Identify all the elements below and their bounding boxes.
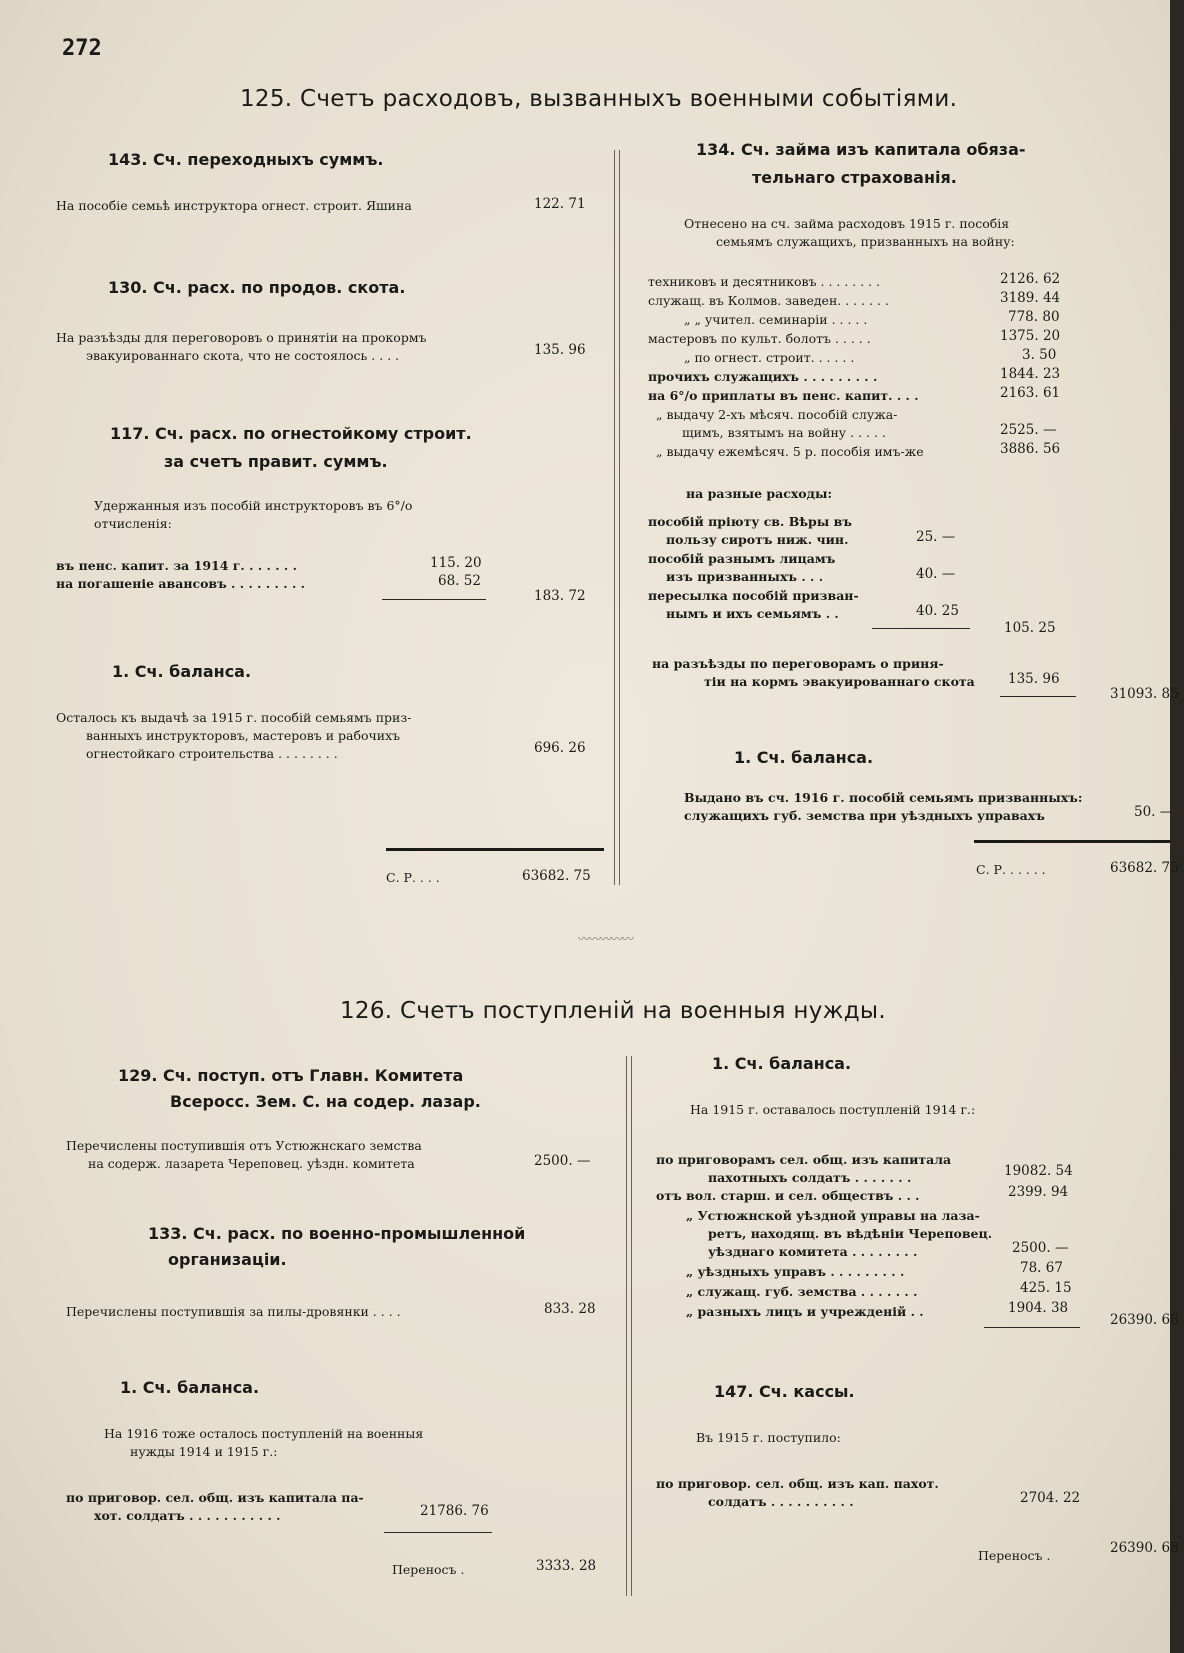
- row-balance-126-left-intro1: На 1916 тоже осталось поступленій на военныя: [104, 1426, 424, 1441]
- rule-134-sub: [872, 628, 970, 629]
- row-126-right-r2-amount: 2399. 94: [1008, 1184, 1069, 1200]
- row-134-5-text: „ по огнест. строит. . . . . .: [684, 350, 855, 365]
- row-134-intro1: Отнесено на сч. займа расходовъ 1915 г. пособія: [684, 216, 1010, 231]
- row-134-s3-line1: пересылка пособій призван-: [648, 588, 859, 603]
- row-balance-126-left-intro2: нужды 1914 и 1915 г.:: [130, 1444, 278, 1459]
- row-balance-126-left-line1: по приговор. сел. общ. изъ капитала па-: [66, 1490, 364, 1505]
- rule-125-left-sr: [386, 848, 604, 851]
- row-117-intro1: Удержанныя изъ пособій инструкторовъ въ 6°/о: [94, 498, 413, 513]
- sr-125-left-label: С. Р. . . .: [386, 870, 440, 885]
- row-134-raznye: на разные расходы:: [686, 486, 833, 501]
- row-126-right-r6-text: „ разныхъ лицъ и учрежденій . .: [686, 1304, 924, 1319]
- row-134-1-text: техниковъ и десятниковъ . . . . . . . .: [648, 274, 881, 289]
- heading-117-line2: за счетъ правит. суммъ.: [164, 452, 388, 471]
- row-129-line1: Перечислены поступившія отъ Устюжнскаго земства: [66, 1138, 422, 1153]
- heading-133-line2: организаціи.: [168, 1250, 287, 1269]
- row-117-intro2: отчисленія:: [94, 516, 172, 531]
- row-balance-125-right-line1: Выдано въ сч. 1916 г. пособій семьямъ призванныхъ:: [684, 790, 1083, 805]
- heading-balance-126-left: 1. Сч. баланса.: [120, 1378, 260, 1397]
- heading-117-line1: 117. Сч. расх. по огнестойкому строит.: [110, 424, 472, 443]
- row-147-intro: Въ 1915 г. поступило:: [696, 1430, 841, 1445]
- heading-129-line1: 129. Сч. поступ. отъ Главн. Комитета: [118, 1066, 464, 1085]
- row-balance-126-left-line2: хот. солдатъ . . . . . . . . . . .: [94, 1508, 281, 1523]
- row-143-text: На пособіе семьѣ инструктора огнест. строит. Яшина: [56, 198, 412, 213]
- heading-134-line1: 134. Сч. займа изъ капитала обяза-: [696, 140, 1026, 159]
- section-126-title: 126. Счетъ поступленій на военныя нужды.: [340, 998, 886, 1024]
- row-134-s1-line1: пособій пріюту св. Вѣры въ: [648, 514, 852, 529]
- row-134-1-amount: 2126. 62: [1000, 271, 1061, 287]
- column-divider-126-a: [626, 1056, 627, 1596]
- row-117-a-amount: 115. 20: [430, 555, 482, 571]
- sr-125-right-label: С. Р. . . . . .: [976, 862, 1046, 877]
- row-134-s2-line2: изъ призванныхъ . . .: [666, 569, 824, 584]
- row-117-b-text: на погашеніе авансовъ . . . . . . . . .: [56, 576, 306, 591]
- heading-balance-125-left: 1. Сч. баланса.: [112, 662, 252, 681]
- heading-134-line2: тельнаго страхованія.: [752, 168, 957, 187]
- row-126-right-r6-amount: 1904. 38: [1008, 1300, 1069, 1316]
- row-129-line2: на содерж. лазарета Череповец. уѣздн. комитета: [88, 1156, 415, 1171]
- rule-125-right-sr: [974, 840, 1170, 843]
- row-129-amount: 2500. —: [534, 1153, 591, 1169]
- section-125-title: 125. Счетъ расходовъ, вызванныхъ военными событіями.: [240, 86, 958, 112]
- row-133-amount: 833. 28: [544, 1301, 596, 1317]
- row-134-7-amount: 2163. 61: [1000, 385, 1061, 401]
- heading-130: 130. Сч. расх. по продов. скота.: [108, 278, 406, 297]
- heading-143: 143. Сч. переходныхъ суммъ.: [108, 150, 384, 169]
- row-balance-125-right-amount: 50. —: [1134, 804, 1174, 820]
- sr-125-right-amount: 63682. 75: [1110, 860, 1179, 876]
- perenos-126-left-amount: 3333. 28: [536, 1558, 597, 1574]
- row-134-s2-line1: пособій разнымъ лицамъ: [648, 551, 836, 566]
- row-134-vydachu5-amount: 3886. 56: [1000, 441, 1061, 457]
- page-edge: [1170, 0, 1184, 1653]
- sr-125-left-amount: 63682. 75: [522, 868, 591, 884]
- section-ornament: 〰〰〰〰〰: [578, 932, 634, 946]
- row-130-line2: эвакуированнаго скота, что не состоялось . . . .: [86, 348, 400, 363]
- rule-134-total: [1000, 696, 1076, 697]
- row-134-6-amount: 1844. 23: [1000, 366, 1061, 382]
- row-126-right-r2-text: отъ вол. старш. и сел. обществъ . . .: [656, 1188, 920, 1203]
- row-134-sub-total: 105. 25: [1004, 620, 1056, 636]
- column-divider-125-b: [619, 150, 620, 885]
- row-balance-125-left-line1: Осталось къ выдачѣ за 1915 г. пособій семьямъ приз-: [56, 710, 412, 725]
- perenos-126-right-label: Переносъ .: [978, 1548, 1051, 1563]
- row-130-amount: 135. 96: [534, 342, 586, 358]
- row-134-vydachu2-amount: 2525. —: [1000, 422, 1057, 438]
- rule-126-left: [384, 1532, 492, 1533]
- row-134-vydachu5-text: „ выдачу ежемѣсяч. 5 р. пособія имъ-же: [656, 444, 924, 459]
- heading-balance-126-right: 1. Сч. баланса.: [712, 1054, 852, 1073]
- row-147-amount: 2704. 22: [1020, 1490, 1081, 1506]
- row-balance-125-left-line2: ванныхъ инструкторовъ, мастеровъ и рабочихъ: [86, 728, 401, 743]
- row-134-total: 31093. 85: [1110, 686, 1179, 702]
- row-134-4-amount: 1375. 20: [1000, 328, 1061, 344]
- row-balance-126-left-amount: 21786. 76: [420, 1503, 489, 1519]
- row-126-right-total: 26390. 68: [1110, 1312, 1179, 1328]
- row-147-line1: по приговор. сел. общ. изъ кап. пахот.: [656, 1476, 939, 1491]
- row-126-right-r3-line3: уѣзднаго комитета . . . . . . . .: [708, 1244, 918, 1259]
- row-126-right-r3-amount: 2500. —: [1012, 1240, 1069, 1256]
- row-134-3-amount: 778. 80: [1008, 309, 1060, 325]
- row-147-line2: солдатъ . . . . . . . . . .: [708, 1494, 854, 1509]
- row-balance-125-right-line2: служащихъ губ. земства при уѣздныхъ управахъ: [684, 808, 1045, 823]
- row-134-6-text: прочихъ служащихъ . . . . . . . . .: [648, 369, 878, 384]
- row-134-5-amount: 3. 50: [1022, 347, 1057, 363]
- row-134-intro2: семьямъ служащихъ, призванныхъ на войну:: [716, 234, 1015, 249]
- row-134-s3-line2: нымъ и ихъ семьямъ . .: [666, 606, 839, 621]
- row-143-amount: 122. 71: [534, 196, 586, 212]
- row-134-3-text: „ „ учител. семинаріи . . . . .: [684, 312, 868, 327]
- column-divider-125-a: [614, 150, 615, 885]
- perenos-126-left-label: Переносъ .: [392, 1562, 465, 1577]
- heading-balance-125-right: 1. Сч. баланса.: [734, 748, 874, 767]
- row-126-right-r1-amount: 19082. 54: [1004, 1163, 1073, 1179]
- row-134-s1-line2: пользу сиротъ ниж. чин.: [666, 532, 849, 547]
- row-134-4-text: мастеровъ по культ. болотъ . . . . .: [648, 331, 871, 346]
- row-134-razezdy-amount: 135. 96: [1008, 671, 1060, 687]
- row-126-right-r1-line1: по приговорамъ сел. общ. изъ капитала: [656, 1152, 952, 1167]
- row-134-razezdy-line2: тіи на кормъ эвакуированнаго скота: [704, 674, 975, 689]
- row-126-right-r5-amount: 425. 15: [1020, 1280, 1072, 1296]
- heading-147: 147. Сч. кассы.: [714, 1382, 855, 1401]
- row-126-right-r5-text: „ служащ. губ. земства . . . . . . .: [686, 1284, 918, 1299]
- row-117-total: 183. 72: [534, 588, 586, 604]
- row-134-razezdy-line1: на разъѣзды по переговорамъ о приня-: [652, 656, 944, 671]
- row-134-s2-amount: 40. —: [916, 566, 956, 582]
- row-130-line1: На разъѣзды для переговоровъ о принятіи на прокормъ: [56, 330, 427, 345]
- heading-129-line2: Всеросс. Зем. С. на содер. лазар.: [170, 1092, 481, 1111]
- row-134-vydachu2-line1: „ выдачу 2-хъ мѣсяч. пособій служа-: [656, 407, 898, 422]
- row-134-7-text: на 6°/о приплаты въ пенс. капит. . . .: [648, 388, 919, 403]
- row-117-a-text: въ пенс. капит. за 1914 г. . . . . . .: [56, 558, 297, 573]
- row-balance-125-left-amount: 696. 26: [534, 740, 586, 756]
- perenos-126-right-amount: 26390. 68: [1110, 1540, 1179, 1556]
- rule-117: [382, 599, 486, 600]
- row-133-text: Перечислены поступившія за пилы-дровянки . . . .: [66, 1304, 401, 1319]
- row-126-right-intro: На 1915 г. оставалось поступленій 1914 г.:: [690, 1102, 976, 1117]
- rule-126-right: [984, 1327, 1080, 1328]
- row-134-2-text: служащ. въ Колмов. заведен. . . . . . .: [648, 293, 889, 308]
- row-134-s1-amount: 25. —: [916, 529, 956, 545]
- row-126-right-r3-line2: ретъ, находящ. въ вѣдѣніи Череповец.: [708, 1226, 993, 1241]
- column-divider-126-b: [631, 1056, 632, 1596]
- row-134-vydachu2-line2: щимъ, взятымъ на войну . . . . .: [682, 425, 886, 440]
- heading-133-line1: 133. Сч. расх. по военно-промышленной: [148, 1224, 526, 1243]
- row-117-b-amount: 68. 52: [438, 573, 481, 589]
- row-126-right-r4-text: „ уѣздныхъ управъ . . . . . . . . .: [686, 1264, 905, 1279]
- row-126-right-r1-line2: пахотныхъ солдатъ . . . . . . .: [708, 1170, 912, 1185]
- page-number: 272: [62, 36, 102, 61]
- row-126-right-r3-line1: „ Устюжнской уѣздной управы на лаза-: [686, 1208, 980, 1223]
- row-134-s3-amount: 40. 25: [916, 603, 959, 619]
- row-balance-125-left-line3: огнестойкаго строительства . . . . . . . .: [86, 746, 338, 761]
- row-134-2-amount: 3189. 44: [1000, 290, 1061, 306]
- row-126-right-r4-amount: 78. 67: [1020, 1260, 1063, 1276]
